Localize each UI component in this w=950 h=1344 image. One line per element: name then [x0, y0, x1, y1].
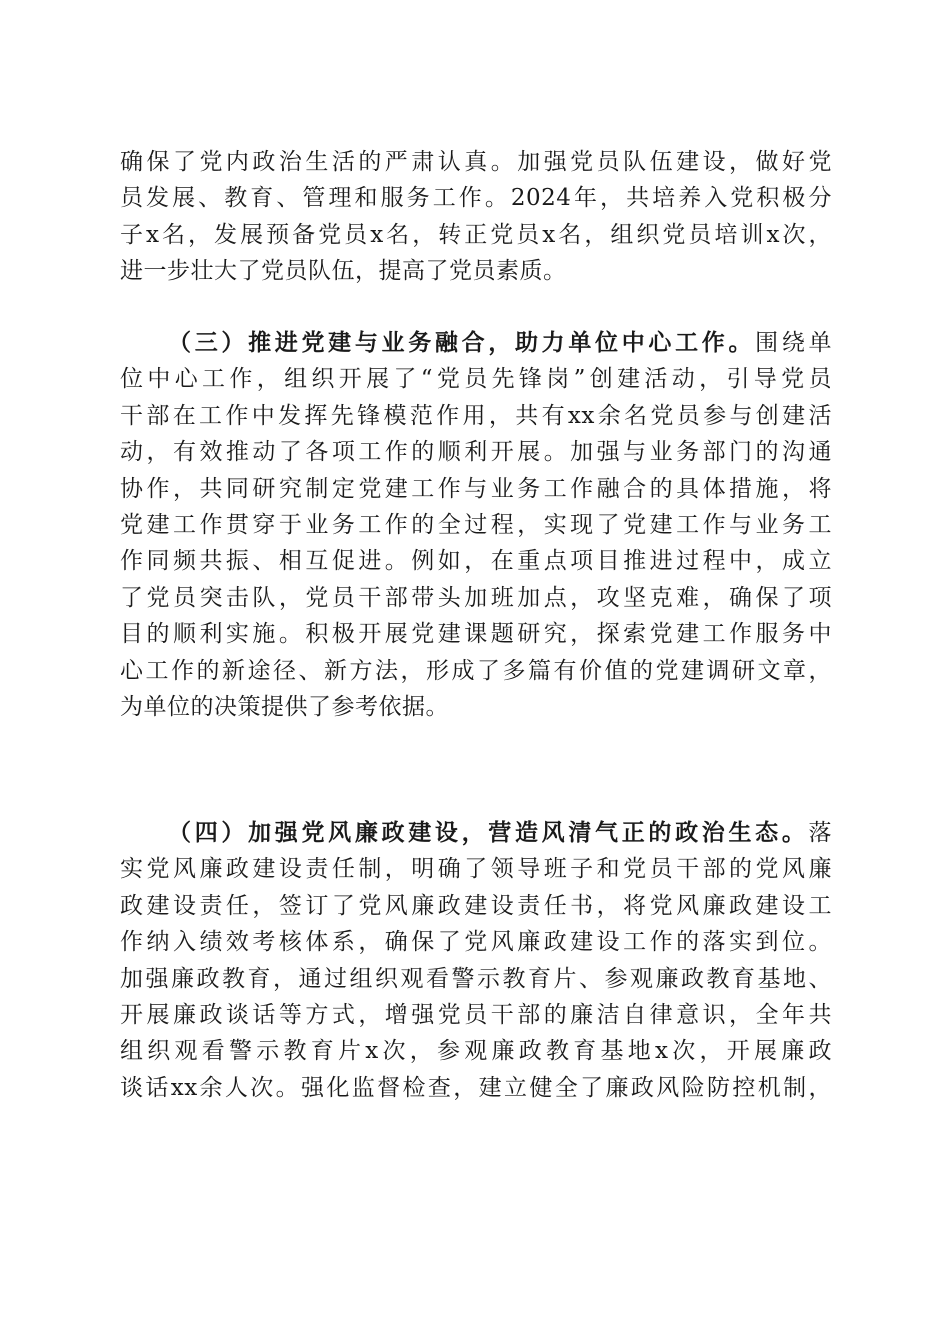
text-line: 了党员突击队，党员干部带头加班加点，攻坚克难，确保了项: [120, 584, 832, 611]
paragraph-3: [120, 815, 832, 1106]
text-line: 干部在工作中发挥先锋模范作用，共有xx余名党员参与创建活: [120, 402, 832, 429]
text-line: 党建工作贯穿于业务工作的全过程，实现了党建工作与业务工: [120, 511, 832, 538]
text-run: 围绕单: [755, 330, 832, 356]
paragraph-1: [120, 144, 832, 290]
text-line: 位中心工作，组织开展了“党员先锋岗”创建活动，引导党员: [120, 366, 832, 393]
section-heading: （三）推进党建与业务融合，助力单位中心工作。: [168, 329, 756, 356]
text-line: 实党风廉政建设责任制，明确了领导班子和党员干部的党风廉: [120, 856, 832, 883]
text-line: 作纳入绩效考核体系，确保了党风廉政建设工作的落实到位。: [120, 929, 832, 956]
text-line: 加强廉政教育，通过组织观看警示教育片、参观廉政教育基地、: [120, 965, 832, 992]
text-line: 为单位的决策提供了参考依据。: [120, 693, 449, 720]
section-heading: （四）加强党风廉政建设，营造风清气正的政治生态。: [168, 819, 809, 846]
text-line: 开展廉政谈话等方式，增强党员干部的廉洁自律意识，全年共: [120, 1001, 832, 1028]
text-line: 心工作的新途径、新方法，形成了多篇有价值的党建调研文章，: [120, 657, 832, 684]
paragraph-first-line: [120, 325, 832, 361]
text-line: 组织观看警示教育片x次，参观廉政教育基地x次，开展廉政: [120, 1038, 832, 1065]
paragraph-first-line: [120, 815, 832, 851]
text-line: 确保了党内政治生活的严肃认真。加强党员队伍建设，做好党: [120, 149, 832, 175]
text-line: 动，有效推动了各项工作的顺利开展。加强与业务部门的沟通: [120, 439, 832, 466]
paragraph-2: [120, 325, 832, 725]
text-line: 子x名，发展预备党员x名，转正党员x名，组织党员培训x次，: [120, 221, 832, 248]
text-line: 谈话xx余人次。强化监督检查，建立健全了廉政风险防控机制，: [120, 1074, 832, 1101]
text-line: 政建设责任，签订了党风廉政建设责任书，将党风廉政建设工: [120, 892, 832, 919]
text-line: 员发展、教育、管理和服务工作。2024年，共培养入党积极分: [120, 185, 832, 212]
text-line: 进一步壮大了党员队伍，提高了党员素质。: [120, 258, 567, 285]
text-line: 作同频共振、相互促进。例如，在重点项目推进过程中，成立: [120, 548, 832, 575]
text-line: 目的顺利实施。积极开展党建课题研究，探索党建工作服务中: [120, 621, 832, 648]
text-line: 协作，共同研究制定党建工作与业务工作融合的具体措施，将: [120, 475, 832, 502]
text-run: 落: [808, 820, 832, 846]
